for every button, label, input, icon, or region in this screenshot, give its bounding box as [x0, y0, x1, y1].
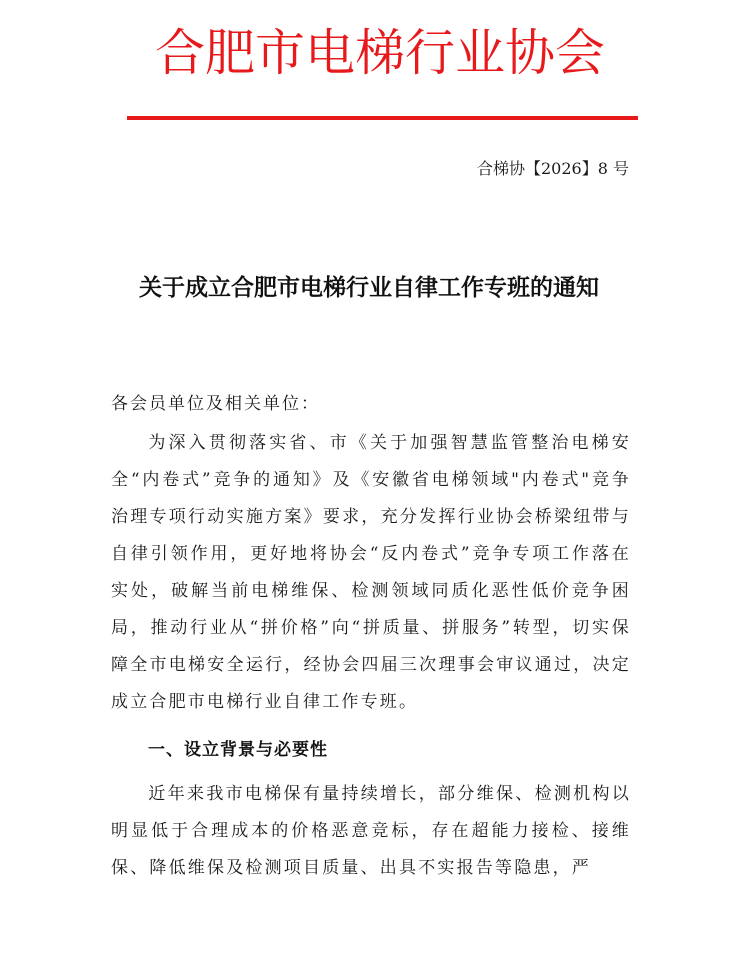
document-number: 合梯协【2026】8 号: [477, 159, 629, 178]
section-heading: 一、设立背景与必要性: [148, 740, 328, 760]
body-paragraph: 为深入贯彻落实省、市《关于加强智慧监管整治电梯安全“内卷式”竞争的通知》及《安徽省电梯领域"内卷式"竞争治理专项行动实施方案》要求，充分发挥行业协会桥梁纽带与自律引领作用，更好地将协会“反内卷式”竞争专项工作落在实处，破解当前电梯维保、检测领域同质化恶性低价竞争困局，推动行业从“拼价格”向“拼质量、拼服务”转型，切实保障全市电梯安全运行，经协会四届三次理事会审议通过，决定成立合肥市电梯行业自律工作专班。: [111, 433, 631, 712]
red-header-divider: [127, 116, 638, 120]
organization-name-header: 合肥市电梯行业协会: [155, 24, 605, 82]
document-title: 关于成立合肥市电梯行业自律工作专班的通知: [139, 275, 599, 301]
salutation: 各会员单位及相关单位：: [111, 394, 320, 414]
body-paragraph: 近年来我市电梯保有量持续增长，部分维保、检测机构以明显低于合理成本的价格恶意竞标，存在超能力接检、接维保、降低维保及检测项目质量、出具不实报告等隐患，严: [111, 784, 631, 878]
